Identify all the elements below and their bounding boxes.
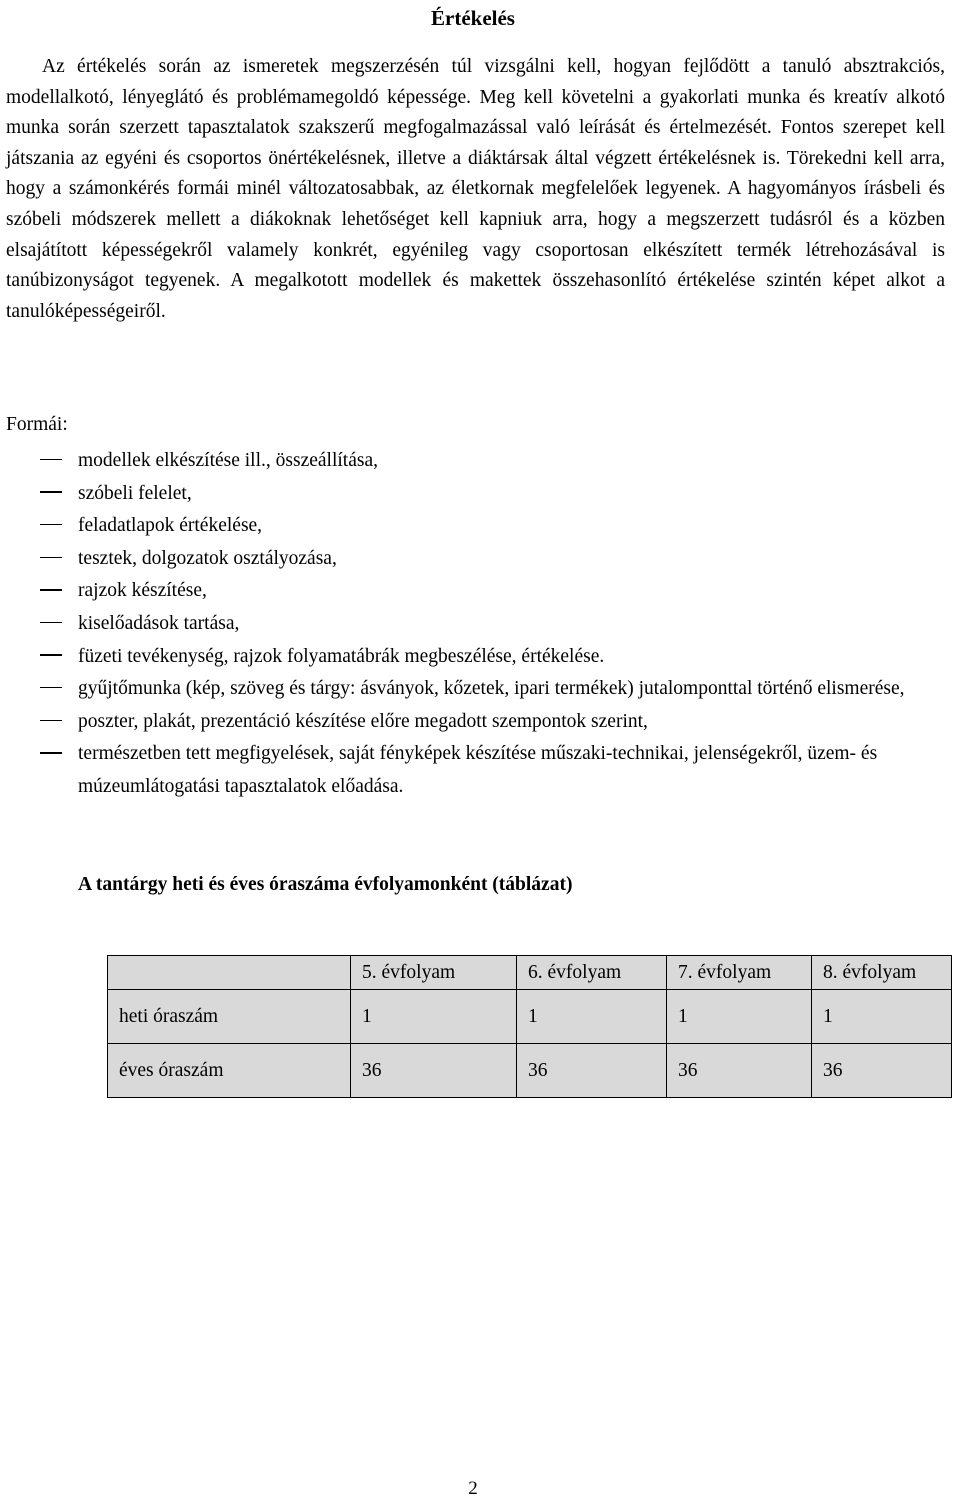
table-header-cell: 8. évfolyam <box>812 956 952 990</box>
table-cell: 36 <box>667 1044 812 1098</box>
table-cell: 1 <box>517 990 667 1044</box>
page-number: 2 <box>468 1478 478 1499</box>
dash-bullet-icon <box>40 673 62 706</box>
list-item-text: füzeti tevékenység, rajzok folyamatábrák megbeszélése, értékelése. <box>78 645 605 667</box>
intro-paragraph <box>6 52 945 327</box>
list-item <box>6 641 945 674</box>
list-item-text: szóbeli felelet, <box>78 482 192 504</box>
list-item-text: természetben tett megfigyelések, saját fényképek készítése műszaki-technikai, jelenségekről, üzem- és múzeumlátogatási tapasztalatok előadása. <box>78 743 878 797</box>
dash-bullet-icon <box>40 445 62 478</box>
list-item-text: modellek elkészítése ill., összeállítása, <box>78 450 378 471</box>
list-item-text: tesztek, dolgozatok osztályozása, <box>78 547 337 569</box>
list-item <box>6 706 945 739</box>
list-item <box>6 543 945 576</box>
table-header-row <box>108 956 952 990</box>
table-row <box>108 990 952 1044</box>
table-header-cell: 5. évfolyam <box>351 956 517 990</box>
row-label-cell: éves óraszám <box>108 1044 351 1098</box>
dash-bullet-icon <box>40 478 62 511</box>
table-cell <box>108 956 351 990</box>
list-item <box>6 575 945 608</box>
dash-bullet-icon <box>40 608 62 641</box>
list-item <box>6 445 945 478</box>
table-row <box>108 1044 952 1098</box>
list-item <box>6 608 945 641</box>
list-item <box>6 478 945 511</box>
dash-bullet-icon <box>40 510 62 543</box>
forms-label: Formái: <box>6 414 68 435</box>
table-title: A tantárgy heti és éves óraszáma évfolyamonként (táblázat) <box>78 874 573 895</box>
table-cell: 36 <box>351 1044 517 1098</box>
list-item-text: feladatlapok értékelése, <box>78 515 263 537</box>
hours-table <box>107 955 952 1098</box>
list-item <box>6 738 945 803</box>
table-cell: 36 <box>812 1044 952 1098</box>
table-cell: 1 <box>812 990 952 1044</box>
list-item <box>6 510 945 543</box>
dash-bullet-icon <box>40 543 62 576</box>
list-item-text: poszter, plakát, prezentáció készítése előre megadott szempontok szerint, <box>78 710 648 732</box>
table-cell: 1 <box>351 990 517 1044</box>
dash-bullet-icon <box>40 575 62 608</box>
list-item-text: gyűjtőmunka (kép, szöveg és tárgy: ásványok, kőzetek, ipari termékek) jutalomponttal történő elismerése, <box>78 678 905 700</box>
list-item <box>6 673 945 706</box>
dash-bullet-icon <box>40 706 62 739</box>
table-cell: 1 <box>667 990 812 1044</box>
table-header-cell: 7. évfolyam <box>667 956 812 990</box>
table-header-cell: 6. évfolyam <box>517 956 667 990</box>
dash-bullet-icon <box>40 641 62 674</box>
row-label-cell: heti óraszám <box>108 990 351 1044</box>
dash-bullet-icon <box>40 738 62 771</box>
intro-paragraph-text: Az értékelés során az ismeretek megszerzésén túl vizsgálni kell, hogyan fejlődött a tanuló absztrakciós, modellalkotó, lényeglátó és problémamegoldó képessége. Meg kell követelni a gyakorlati munka és kreatív alkotó munka során szerzett tapasztalatok szakszerű megfogalmazással való leírását és értelmezését. Fontos szerepet kell játszania az egyéni és csoportos önértékelésnek, illetve a diáktársak által végzett értékelésnek is. Törekedni kell arra, hogy a számonkérés formái minél változatosabbak, az életkornak megfelelőek legyenek. A hagyományos írásbeli és szóbeli módszerek mellett a diákoknak lehetőséget kell kapniuk arra, hogy a megszerzett tudásról és a közben elsajátított képességekről valamely konkrét, egyénileg vagy csoportosan elkészített termék létrehozásával is tanúbizonyságot tegyenek. A megalkotott modellek és makettek összehasonlító értékelése szintén képet alkot a tanulóképességeiről. <box>6 56 945 322</box>
section-title: Értékelés <box>431 6 515 30</box>
list-item-text: rajzok készítése, <box>78 580 207 602</box>
list-item-text: kiselőadások tartása, <box>78 612 240 634</box>
table-cell: 36 <box>517 1044 667 1098</box>
forms-list <box>6 445 945 804</box>
